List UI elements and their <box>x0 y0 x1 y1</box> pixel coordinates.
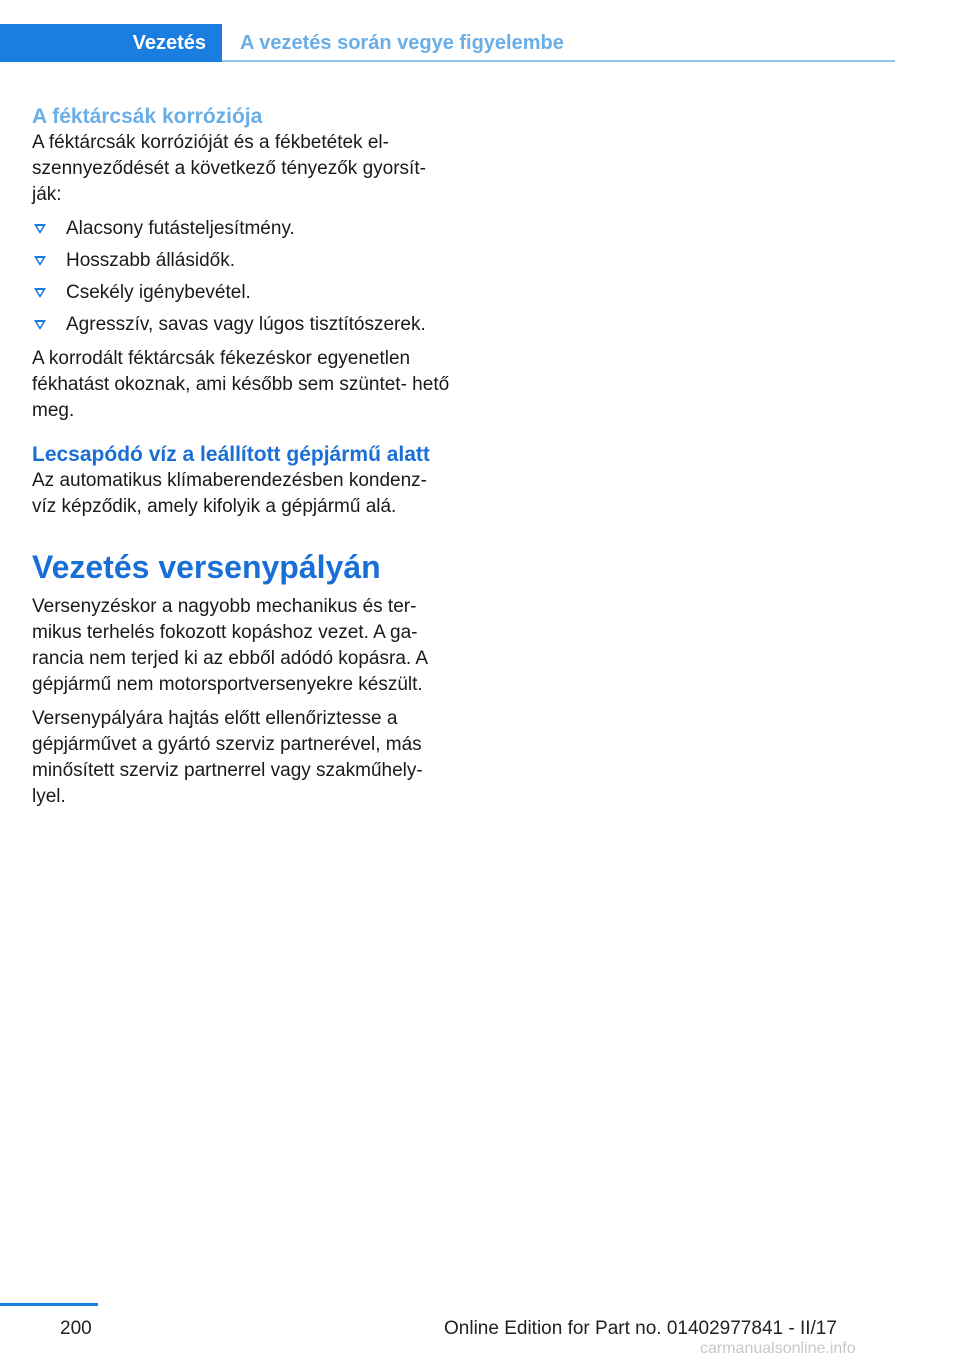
footer-divider <box>0 1303 98 1306</box>
watermark: carmanualsonline.info <box>700 1340 856 1357</box>
paragraph-condensation: Az automatikus klímaberendezésben kondenz- víz képződik, amely kifolyik a gépjármű alá. <box>32 470 428 517</box>
triangle-bullet-icon <box>34 320 46 330</box>
edition-info: Online Edition for Part no. 01402977841 - II/17 <box>444 1318 837 1339</box>
paragraph-racetrack-wear: Versenyzéskor a nagyobb mechanikus és ter- mikus terhelés fokozott kopáshoz vezet. A ga- rancia nem terjed ki az ebből adódó kopásra. A gépjármű nem motorsportversenyekre készült. <box>32 596 428 695</box>
section-title[interactable]: A vezetés során vegye figyelembe <box>240 31 564 54</box>
paragraph-corrosion-intro: A féktárcsák korrózióját és a fékbetétek el- szennyeződését a következő tényezők gyorsít- ják: <box>32 132 426 205</box>
paragraph-corrosion-effect: A korrodált féktárcsák fékezéskor egyenetlen fékhatást okoznak, ami később sem szüntet- hető meg. <box>32 348 450 421</box>
heading-condensation: Lecsapódó víz a leállított gépjármű alatt <box>32 443 430 466</box>
chapter-tab[interactable]: Vezetés <box>0 24 222 62</box>
list-item: Csekély igénybevétel. <box>32 280 452 306</box>
list-item: Agresszív, savas vagy lúgos tisztítószerek. <box>32 312 452 338</box>
paragraph-racetrack-service: Versenypályára hajtás előtt ellenőriztesse a gépjárművet a gyártó szerviz partnerével, más minősített szerviz partnerrel vagy szakműhely- lyel. <box>32 708 423 807</box>
heading-racetrack-driving: Vezetés versenypályán <box>32 549 381 585</box>
corrosion-factor-list <box>32 216 452 338</box>
triangle-bullet-icon <box>34 224 46 234</box>
header-divider <box>222 60 895 62</box>
page-number: 200 <box>60 1318 92 1339</box>
heading-brake-disc-corrosion: A féktárcsák korróziója <box>32 105 263 128</box>
list-item: Alacsony futásteljesítmény. <box>32 216 452 242</box>
list-item: Hosszabb állásidők. <box>32 248 452 274</box>
main-content <box>32 104 452 818</box>
page-header <box>0 24 895 62</box>
triangle-bullet-icon <box>34 256 46 266</box>
triangle-bullet-icon <box>34 288 46 298</box>
